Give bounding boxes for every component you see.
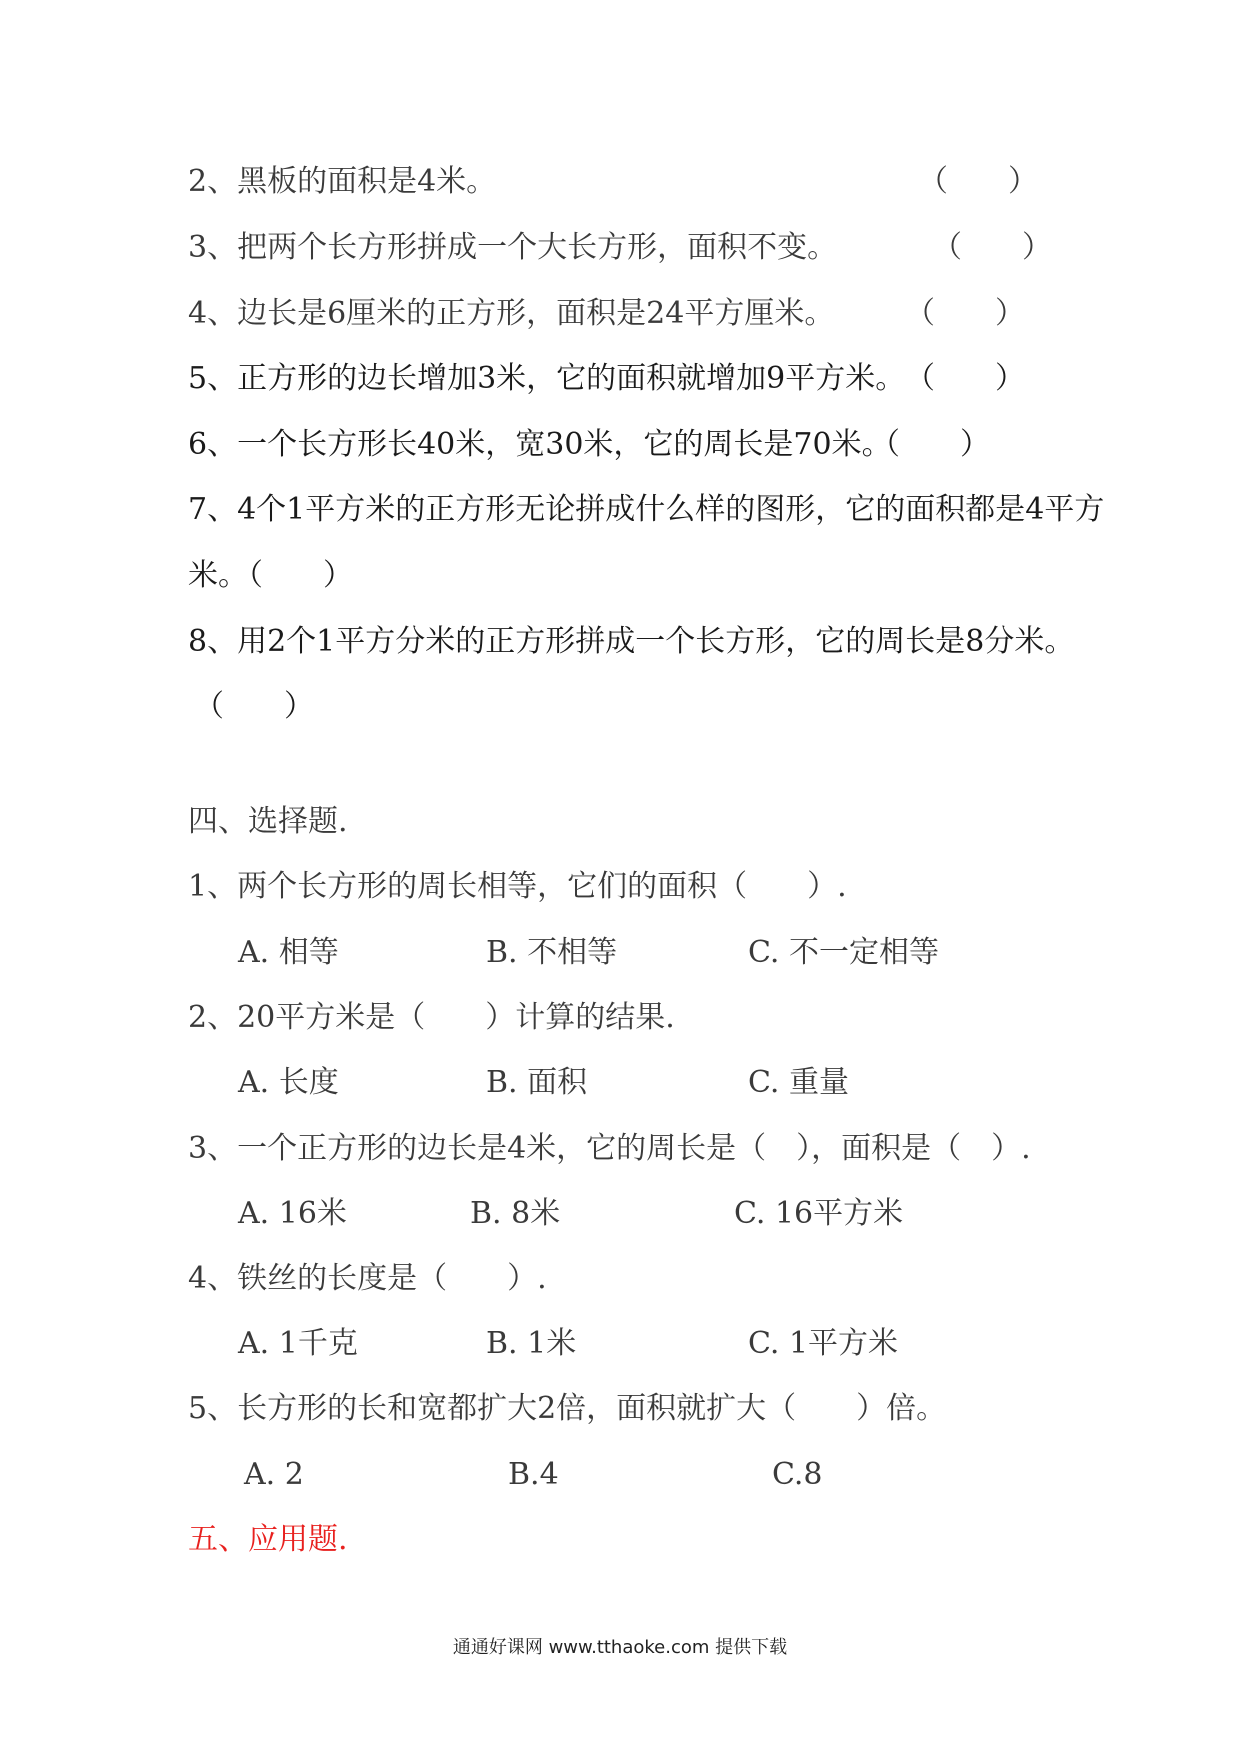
option-a[interactable]: A. 长度 [238,1065,339,1100]
option-c[interactable]: C. 16平方米 [734,1196,904,1231]
judge-item-text: 6、一个长方形长40米，宽30米，它的周长是70米。 [188,427,892,462]
option-c[interactable]: C. 重量 [748,1065,849,1100]
answer-paren[interactable]: （ ） [932,230,1052,265]
option-b[interactable]: B. 不相等 [486,935,618,970]
option-b[interactable]: B. 1米 [486,1326,577,1361]
section-title-choice: 四、选择题. [188,804,348,839]
option-a[interactable]: A. 相等 [238,935,339,970]
question-text: 3、一个正方形的边长是4米，它的周长是（ ），面积是（ ）. [188,1131,1031,1166]
judge-item-text: 3、把两个长方形拼成一个大长方形，面积不变。 [188,230,838,265]
option-b[interactable]: B. 8米 [470,1196,561,1231]
option-a[interactable]: A. 2 [244,1457,304,1492]
section-title-application: 五、应用题. [188,1522,348,1557]
question-text: 4、铁丝的长度是（ ）. [188,1261,547,1296]
question-text: 2、20平方米是（ ）计算的结果. [188,1000,675,1035]
question-text: 1、两个长方形的周长相等，它们的面积（ ）. [188,869,847,904]
option-b[interactable]: B.4 [508,1457,559,1492]
option-c[interactable]: C.8 [772,1457,823,1492]
answer-paren[interactable]: （ ） [870,427,990,462]
option-c[interactable]: C. 不一定相等 [748,935,939,970]
answer-paren[interactable]: （ ） [918,164,1038,199]
judge-item-text: 4、边长是6厘米的正方形，面积是24平方厘米。 [188,296,835,331]
option-c[interactable]: C. 1平方米 [748,1326,899,1361]
option-a[interactable]: A. 16米 [238,1196,347,1231]
page-footer: 通通好课网 www.tthaoke.com 提供下载 [452,1637,788,1658]
option-a[interactable]: A. 1千克 [238,1326,358,1361]
judge-item-text: 5、正方形的边长增加3米，它的面积就增加9平方米。 [188,361,906,396]
question-text: 5、长方形的长和宽都扩大2倍，面积就扩大（ ）倍。 [188,1391,947,1426]
judge-item-continuation[interactable]: 米。（ ） [188,558,353,593]
answer-paren[interactable]: （ ） [905,361,1025,396]
answer-paren[interactable]: （ ） [905,296,1025,331]
option-b[interactable]: B. 面积 [486,1065,588,1100]
judge-item-text: 7、4个1平方米的正方形无论拼成什么样的图形，它的面积都是4平方 [188,492,1105,527]
judge-item-text: 2、黑板的面积是4米。 [188,164,497,199]
judge-item-text: 8、用2个1平方分米的正方形拼成一个长方形，它的周长是8分米。 [188,624,1075,659]
judge-item-continuation[interactable]: （ ） [194,689,314,724]
